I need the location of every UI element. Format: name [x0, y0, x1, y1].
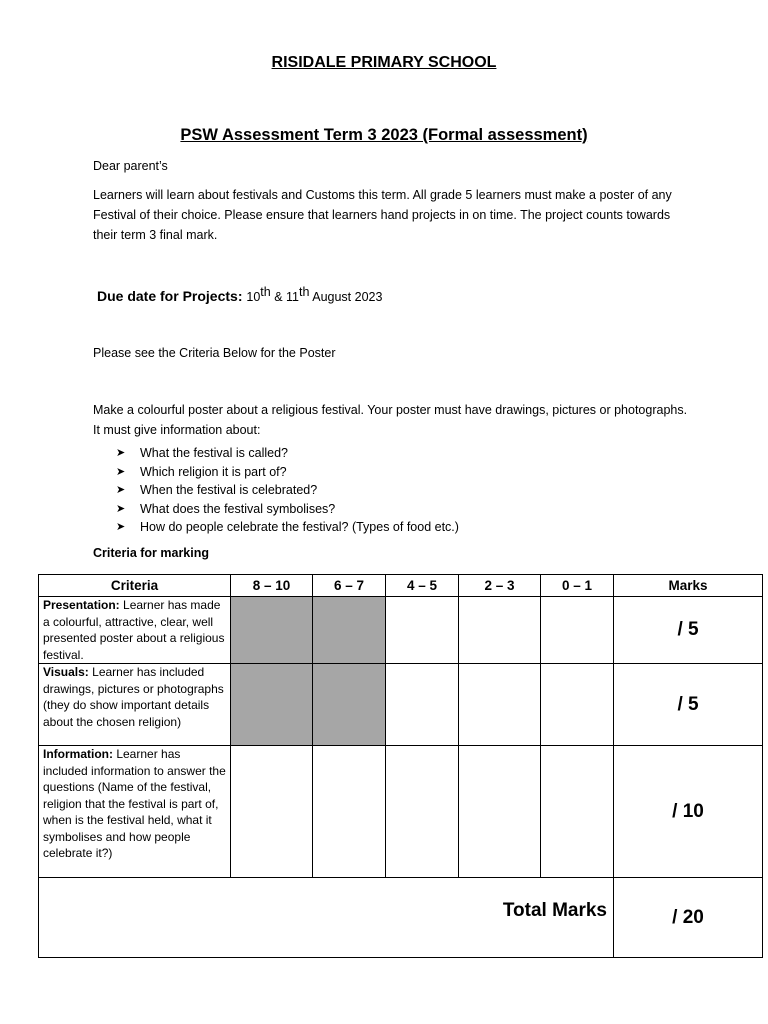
- due-date-rest: August 2023: [309, 290, 383, 305]
- marks-cell: / 5: [614, 664, 763, 746]
- score-cell: [541, 664, 614, 746]
- criteria-heading: Criteria for marking: [93, 546, 210, 560]
- score-cell: [386, 746, 459, 878]
- list-item: [116, 481, 459, 500]
- question-list: [116, 444, 459, 537]
- score-cell: [541, 746, 614, 878]
- total-row: [39, 878, 763, 958]
- criteria-description: Learner has made a colourful, attractive, clear, well presented poster about a religious festival.: [43, 598, 225, 662]
- score-cell: [459, 597, 541, 664]
- arrow-bullet-icon: ➤: [116, 484, 126, 497]
- table-row: [39, 664, 763, 746]
- column-header-6-7: 6 – 7: [313, 575, 386, 597]
- table-row: [39, 597, 763, 664]
- column-header-marks: Marks: [614, 575, 763, 597]
- due-date-amp: &: [270, 290, 287, 305]
- column-header-4-5: 4 – 5: [386, 575, 459, 597]
- column-header-criteria: Criteria: [39, 575, 231, 597]
- score-cell: [541, 597, 614, 664]
- score-cell-shaded: [313, 664, 386, 746]
- score-cell: [386, 664, 459, 746]
- due-date-day2: 11: [286, 290, 300, 305]
- school-name: RISIDALE PRIMARY SCHOOL: [271, 54, 497, 71]
- score-cell: [313, 746, 386, 878]
- question-text: What does the festival symbolises?: [140, 501, 336, 516]
- criteria-label: Visuals:: [43, 665, 89, 679]
- salutation: Dear parent’s: [93, 159, 168, 173]
- assessment-title: PSW Assessment Term 3 2023 (Formal assessment): [180, 126, 588, 144]
- column-header-2-3: 2 – 3: [459, 575, 541, 597]
- score-cell: [386, 597, 459, 664]
- question-text: Which religion it is part of?: [140, 464, 287, 479]
- score-cell: [459, 664, 541, 746]
- due-date-sup1: th: [260, 285, 271, 299]
- criteria-cell-visuals: [39, 664, 231, 746]
- total-marks-label: Total Marks: [39, 878, 614, 958]
- list-item: [116, 518, 459, 537]
- criteria-cell-presentation: [39, 597, 231, 664]
- question-text: When the festival is celebrated?: [140, 483, 318, 498]
- list-item: [116, 444, 459, 463]
- score-cell: [231, 746, 313, 878]
- list-item: [116, 500, 459, 519]
- column-header-0-1: 0 – 1: [541, 575, 614, 597]
- due-date-sup2: th: [299, 285, 310, 299]
- marks-cell: / 5: [614, 597, 763, 664]
- due-date-colon: :: [237, 288, 247, 305]
- score-cell-shaded: [313, 597, 386, 664]
- criteria-description: Learner has included drawings, pictures or photographs (they do show important details about the chosen religion): [43, 665, 224, 729]
- marks-cell: / 10: [614, 746, 763, 878]
- score-cell: [459, 746, 541, 878]
- table-row: [39, 746, 763, 878]
- due-date-line: [97, 285, 382, 304]
- total-marks-value: / 20: [614, 878, 763, 958]
- criteria-label: Information:: [43, 747, 113, 761]
- intro-paragraph: Learners will learn about festivals and Customs this term. All grade 5 learners must make a poster of any Festival of their choice. Please ensure that learners hand projects in on time. The project counts towards their term 3 final mark.: [93, 188, 672, 242]
- criteria-description: Learner has included information to answer the questions (Name of the festival, religion that the festival is part of, when is the festival held, what it symbolises and how people celebrate it?): [43, 747, 226, 860]
- question-text: What the festival is called?: [140, 446, 288, 460]
- column-header-8-10: 8 – 10: [231, 575, 313, 597]
- question-text: How do people celebrate the festival? (Types of food etc.): [140, 520, 459, 535]
- arrow-bullet-icon: ➤: [116, 521, 126, 534]
- criteria-label: Presentation:: [43, 598, 120, 612]
- arrow-bullet-icon: ➤: [116, 447, 126, 459]
- see-criteria-text: Please see the Criteria Below for the Poster: [93, 346, 336, 360]
- score-cell-shaded: [231, 664, 313, 746]
- due-date-day1: 10: [246, 290, 261, 305]
- arrow-bullet-icon: ➤: [116, 465, 126, 478]
- list-item: [116, 463, 459, 482]
- poster-instructions: Make a colourful poster about a religious festival. Your poster must have drawings, pictures or photographs. It must give information about:: [93, 403, 688, 437]
- marking-rubric-table: [38, 574, 763, 958]
- criteria-cell-information: [39, 746, 231, 878]
- due-date-label: Due date for Projects: [97, 288, 238, 305]
- score-cell-shaded: [231, 597, 313, 664]
- table-header-row: [39, 575, 763, 597]
- arrow-bullet-icon: ➤: [116, 502, 126, 515]
